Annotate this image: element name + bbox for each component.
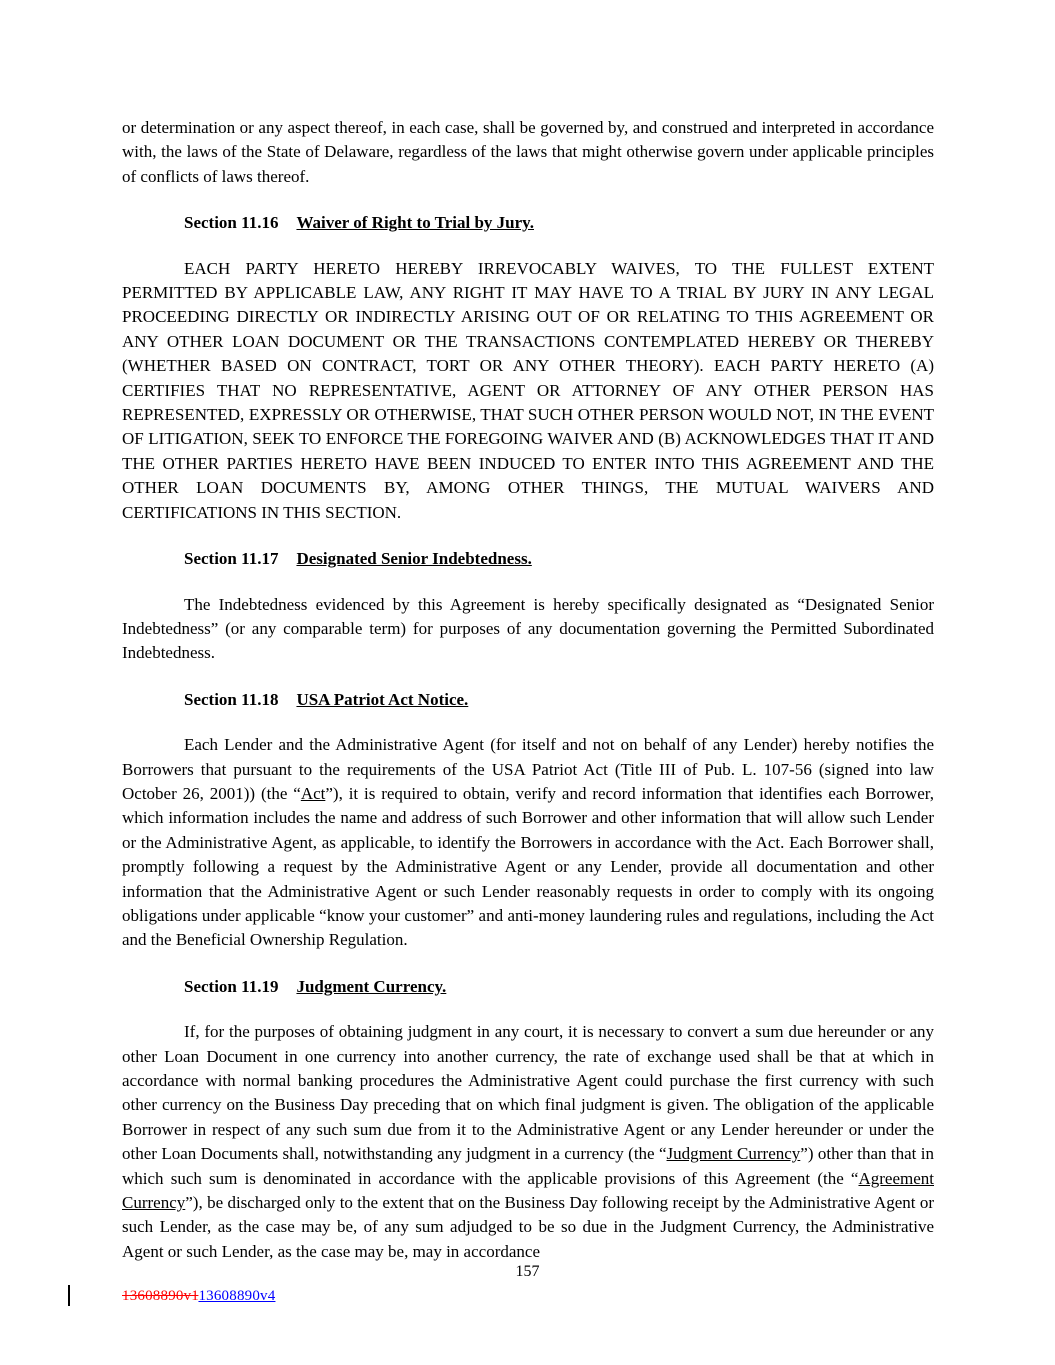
section-title: USA Patriot Act Notice.	[296, 689, 469, 709]
section-paragraph	[122, 1020, 934, 1264]
text-segment: The Indebtedness evidenced by this Agreement is hereby specifically designated as “Designated Senior Indebtedness” (or any comparable term) for purposes of any documentation governing the Permitted Subordinated Indebtedness.	[122, 594, 934, 663]
section-paragraph	[122, 593, 934, 666]
section-number: Section 11.18	[184, 689, 279, 709]
text-segment: ”), be discharged only to the extent that on the Business Day following receipt by the Administrative Agent or such Lender, as the case may be, of any sum adjudged to be so due in the Judgment Currency, the Administrative Agent or such Lender, as the case may be, may in accordance	[122, 1193, 934, 1261]
text-segment: ”) other than that in which such sum is denominated in accordance with the applicable provisions of this Agreement (the “	[122, 1144, 935, 1188]
revision-change-bar	[68, 1285, 70, 1306]
revision-id-old: 13608890v1	[122, 1288, 199, 1304]
section-paragraph	[122, 733, 934, 953]
section-11-18	[122, 688, 934, 953]
section-number: Section 11.19	[184, 976, 279, 996]
defined-term: Judgment Currency	[666, 1144, 801, 1164]
text-segment: EACH PARTY HERETO HEREBY IRREVOCABLY WAIVES, TO THE FULLEST EXTENT PERMITTED BY APPLICABLE LAW, ANY RIGHT IT MAY HAVE TO A TRIAL BY JURY IN ANY LEGAL PROCEEDING DIRECTLY OR INDIRECTLY ARISING OUT OF OR RELATING TO THIS AGREEMENT OR ANY OTHER LOAN DOCUMENT OR THE TRANSACTIONS CONTEMPLATED HEREBY OR THEREBY (WHETHER BASED ON CONTRACT, TORT OR ANY OTHER THEORY). EACH PARTY HERETO (A) CERTIFIES THAT NO REPRESENTATIVE, AGENT OR ATTORNEY OF ANY OTHER PERSON HAS REPRESENTED, EXPRESSLY OR OTHERWISE, THAT SUCH OTHER PERSON WOULD NOT, IN THE EVENT OF LITIGATION, SEEK TO ENFORCE THE FOREGOING WAIVER AND (B) ACKNOWLEDGES THAT IT AND THE OTHER PARTIES HERETO HAVE BEEN INDUCED TO ENTER INTO THIS AGREEMENT AND THE OTHER LOAN DOCUMENTS BY, AMONG OTHER THINGS, THE MUTUAL WAIVERS AND CERTIFICATIONS IN THIS SECTION.	[122, 258, 934, 522]
page-body	[122, 116, 934, 1286]
page-number: 157	[515, 1263, 540, 1280]
text-segment: If, for the purposes of obtaining judgment in any court, it is necessary to convert a sum due hereunder or any other Loan Document in one currency into another currency, the rate of exchange used shall be that at which in accordance with normal banking procedures the Administrative Agent could purchase the first currency with such other currency on the Business Day preceding that on which final judgment is given. The obligation of the applicable Borrower in respect of any such sum due from it to the Administrative Agent or any Lender hereunder or under the other Loan Documents shall, notwithstanding any judgment in a currency (the “	[122, 1022, 934, 1164]
intro-paragraph: or determination or any aspect thereof, in each case, shall be governed by, and construed and interpreted in accordance with, the laws of the State of Delaware, regardless of the laws that might otherwise govern under applicable principles of conflicts of laws thereof.	[122, 118, 934, 186]
section-11-16	[122, 211, 934, 525]
section-paragraph	[122, 257, 934, 525]
section-heading	[122, 975, 934, 999]
document-id-footer	[122, 1287, 275, 1305]
section-title: Designated Senior Indebtedness.	[296, 549, 532, 569]
text-segment: ”), it is required to obtain, verify and record information that identifies each Borrower, which information includes the name and address of such Borrower and other information that will allow such Lender or the Administrative Agent, as applicable, to identify the Borrowers in accordance with the Act. Each Borrower shall, promptly following a request by the Administrative Agent or any Lender, provide all documentation and other information that the Administrative Agent or such Lender reasonably requests in order to comply with its ongoing obligations under applicable “know your customer” and anti-money laundering rules and regulations, including the Act and the Beneficial Ownership Regulation.	[122, 783, 934, 950]
section-number: Section 11.16	[184, 213, 279, 233]
section-title: Judgment Currency.	[296, 976, 447, 996]
text-segment: Each Lender and the Administrative Agent (for itself and not on behalf of any Lender) hereby notifies the Borrowers that pursuant to the requirements of the USA Patriot Act (Title III of Pub. L. 107-56 (signed into law October 26, 2001)) (the “	[122, 735, 934, 803]
section-heading	[122, 547, 934, 571]
section-11-19	[122, 975, 934, 1264]
section-title: Waiver of Right to Trial by Jury.	[296, 213, 534, 233]
section-number: Section 11.17	[184, 549, 279, 569]
defined-term: Agreement Currency	[122, 1168, 934, 1213]
section-heading	[122, 688, 934, 712]
section-11-17	[122, 547, 934, 666]
section-heading	[122, 211, 934, 235]
revision-id-new: 13608890v4	[198, 1288, 276, 1304]
defined-term: Act	[300, 783, 326, 803]
